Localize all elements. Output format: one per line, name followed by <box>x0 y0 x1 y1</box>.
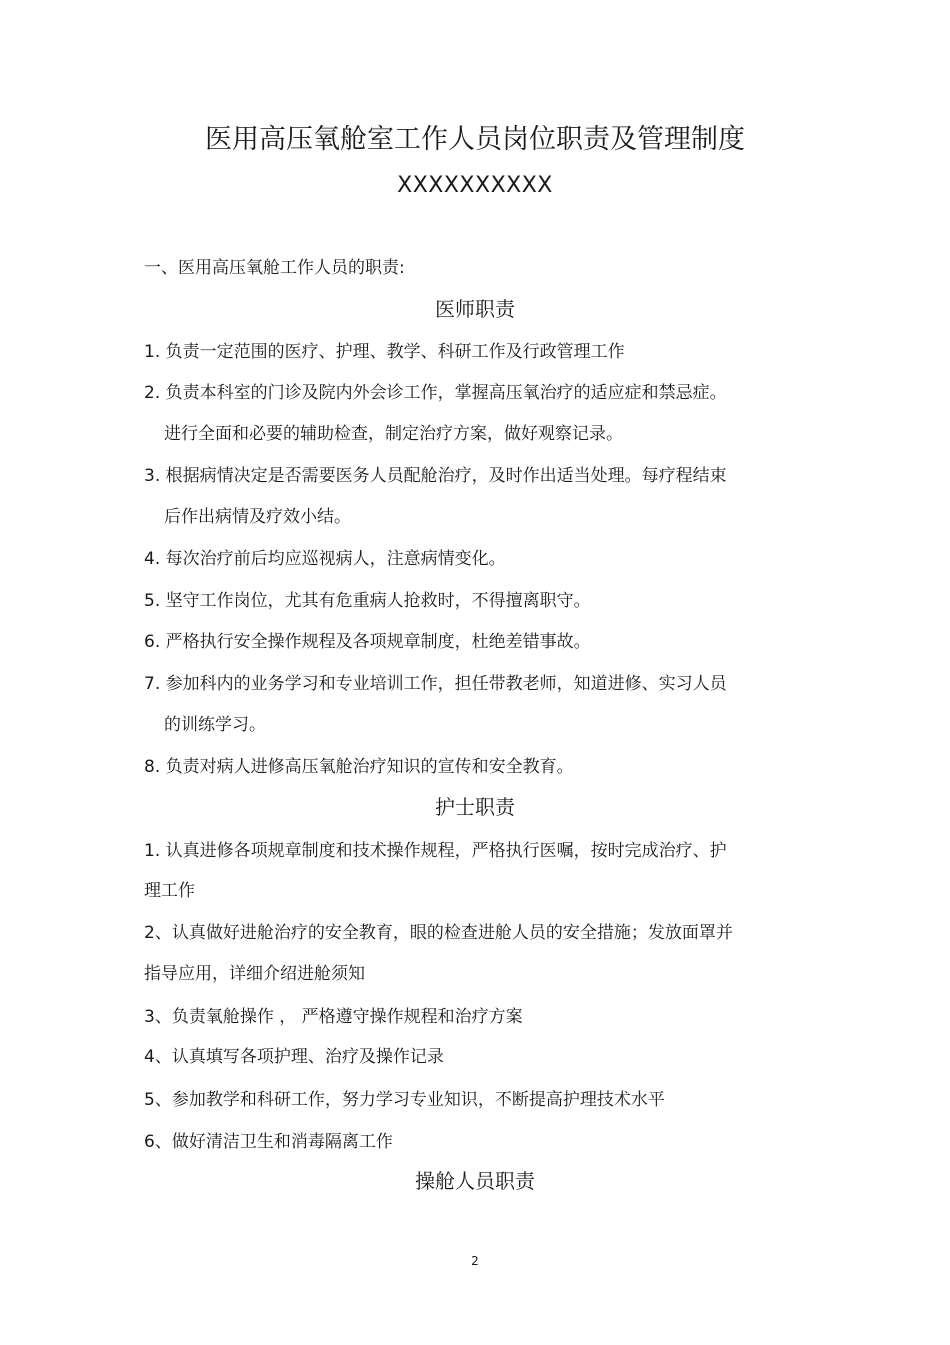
nurse-duty-line: 4、认真填写各项护理、治疗及操作记录 <box>144 1047 444 1067</box>
nurse-duty-line: 6、做好清洁卫生和消毒隔离工作 <box>144 1132 393 1152</box>
doctor-duty-line: 1. 负责一定范围的医疗、护理、教学、科研工作及行政管理工作 <box>144 342 625 362</box>
doctor-duty-line: 7. 参加科内的业务学习和专业培训工作，担任带教老师，知道进修、实习人员 <box>144 674 727 694</box>
doctor-duties-heading: 医师职责 <box>435 297 515 321</box>
doctor-duty-line: 6. 严格执行安全操作规程及各项规章制度，杜绝差错事故。 <box>144 632 591 652</box>
nurse-duty-line: 3、负责氧舱操作 ， 严格遵守操作规程和治疗方案 <box>144 1007 523 1027</box>
doctor-duty-line: 后作出病情及疗效小结。 <box>164 507 351 527</box>
page-subtitle: XXXXXXXXXX <box>397 173 553 198</box>
nurse-duties-heading: 护士职责 <box>435 795 515 819</box>
doctor-duty-line: 8. 负责对病人进修高压氧舱治疗知识的宣传和安全教育。 <box>144 757 574 777</box>
page-title: 医用高压氧舱室工作人员岗位职责及管理制度 <box>205 124 745 155</box>
operator-duties-heading: 操舱人员职责 <box>415 1169 535 1193</box>
doctor-duty-line: 5. 坚守工作岗位，尤其有危重病人抢救时，不得擅离职守。 <box>144 591 591 611</box>
doctor-duty-line: 3. 根据病情决定是否需要医务人员配舱治疗，及时作出适当处理。每疗程结束 <box>144 466 727 486</box>
doctor-duty-line: 2. 负责本科室的门诊及院内外会诊工作，掌握高压氧治疗的适应症和禁忌症。 <box>144 383 727 403</box>
nurse-duty-line: 2、认真做好进舱治疗的安全教育，眼的检查进舱人员的安全措施；发放面罩并 <box>144 923 733 943</box>
nurse-duty-line: 1. 认真进修各项规章制度和技术操作规程，严格执行医嘱，按时完成治疗、护 <box>144 841 727 861</box>
nurse-duty-line: 指导应用，详细介绍进舱须知 <box>144 964 365 984</box>
nurse-duty-line: 理工作 <box>144 881 195 901</box>
doctor-duty-line: 进行全面和必要的辅助检查，制定治疗方案，做好观察记录。 <box>164 424 623 444</box>
section-heading: 一、医用高压氧舱工作人员的职责: <box>144 258 405 278</box>
nurse-duty-line: 5、参加教学和科研工作，努力学习专业知识，不断提高护理技术水平 <box>144 1090 665 1110</box>
page-number: 2 <box>471 1254 479 1268</box>
doctor-duty-line: 的训练学习。 <box>164 715 266 735</box>
doctor-duty-line: 4. 每次治疗前后均应巡视病人，注意病情变化。 <box>144 549 506 569</box>
